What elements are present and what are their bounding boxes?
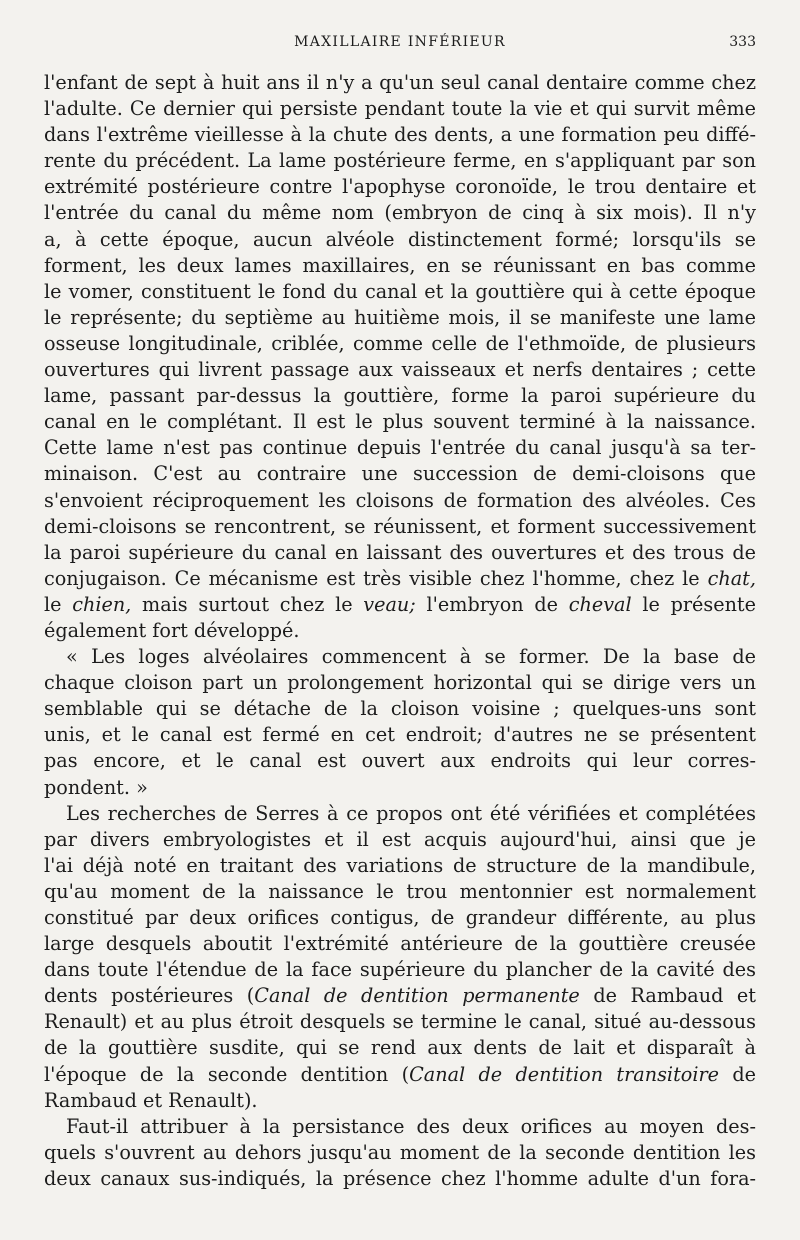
text-line: demi-cloisons se rencontrent, se réunissent, et forment successivement (44, 514, 756, 538)
text-line: deux canaux sus-indiqués, la présence chez l'homme adulte d'un fora- (44, 1166, 756, 1190)
text-line: Rambaud et Renault). (44, 1088, 258, 1112)
text-line: rente du précédent. La lame postérieure ferme, en s'appliquant par son (44, 149, 756, 173)
text-line (44, 566, 756, 592)
text-line: dans toute l'étendue de la face supérieure du plancher de la cavité des (44, 958, 756, 982)
body-text (44, 70, 756, 1192)
text-line (44, 1062, 756, 1088)
text-run: mais surtout chez le (131, 592, 364, 616)
paragraph-3 (44, 801, 756, 1114)
text-line: unis, et le canal est fermé en cet endroit; d'autres ne se présentent (44, 723, 756, 747)
text-line: par divers embryologistes et il est acquis aujourd'hui, ainsi que je (44, 827, 756, 851)
text-line: forment, les deux lames maxillaires, en se réunissant en bas comme (44, 253, 756, 277)
text-run: conjugaison. Ce mécanisme est très visible chez l'homme, chez le (44, 566, 708, 590)
text-line: chaque cloison part un prolongement horizontal qui se dirige vers un (44, 671, 756, 695)
paragraph-4 (44, 1114, 756, 1192)
text-line: semblable qui se détache de la cloison voisine ; quelques-uns sont (44, 697, 756, 721)
text-line: quels s'ouvrent au dehors jusqu'au moment de la seconde dentition les (44, 1140, 756, 1164)
text-line: pas encore, et le canal est ouvert aux endroits qui leur corres- (44, 749, 756, 773)
text-line: s'envoient réciproquement les cloisons de formation des alvéoles. Ces (44, 488, 756, 512)
paragraph-2-quote (44, 644, 756, 801)
italic-term: cheval (568, 592, 632, 616)
text-line: l'enfant de sept à huit ans il n'y a qu'un seul canal dentaire comme chez (44, 71, 756, 94)
text-line: minaison. C'est au contraire une succession de demi-cloisons que (44, 462, 756, 486)
text-run: de Rambaud et (579, 984, 756, 1008)
italic-term: chien, (72, 592, 132, 616)
italic-term: chat, (707, 566, 756, 590)
text-run: l'embryon de (415, 592, 569, 616)
page-header (44, 34, 756, 54)
running-title: MAXILLAIRE INFÉRIEUR (294, 34, 506, 50)
text-line: Cette lame n'est pas continue depuis l'entrée du canal jusqu'à sa ter- (44, 436, 756, 460)
text-line: qu'au moment de la naissance le trou mentonnier est normalement (44, 879, 756, 903)
text-line: l'entrée du canal du même nom (embryon de cinq à six mois). Il n'y (44, 201, 756, 225)
text-line: la paroi supérieure du canal en laissant des ouvertures et des trous de (44, 540, 756, 564)
text-line: « Les loges alvéolaires commencent à se former. De la base de (66, 645, 756, 669)
italic-term: veau; (363, 592, 416, 616)
text-line: Les recherches de Serres à ce propos ont été vérifiées et complétées (66, 801, 756, 825)
text-run: le (44, 592, 73, 616)
text-run: le présente (631, 592, 756, 616)
page-number: 333 (729, 34, 756, 50)
text-line: dans l'extrême vieillesse à la chute des dents, a une formation peu diffé- (44, 123, 756, 147)
text-line: l'adulte. Ce dernier qui persiste pendant toute la vie et qui survit même (44, 97, 756, 121)
text-line: Renault) et au plus étroit desquels se termine le canal, situé au-dessous (44, 1010, 756, 1034)
text-line: canal en le complétant. Il est le plus souvent terminé à la naissance. (44, 410, 756, 434)
text-line: constitué par deux orifices contigus, de grandeur différente, au plus (44, 906, 756, 929)
text-line: lame, passant par-dessus la gouttière, forme la paroi supérieure du (44, 384, 756, 408)
text-line: le vomer, constituent le fond du canal et la gouttière qui à cette époque (44, 279, 756, 303)
text-line: pondent. » (44, 775, 148, 799)
text-line: ouvertures qui livrent passage aux vaisseaux et nerfs dentaires ; cette (44, 358, 756, 382)
italic-term: Canal de dentition transitoire (409, 1062, 719, 1086)
text-run: de (719, 1062, 756, 1086)
text-run: dents postérieures ( (44, 984, 255, 1008)
text-line: Faut-il attribuer à la persistance des deux orifices au moyen des- (66, 1114, 756, 1138)
text-line: l'ai déjà noté en traitant des variations de structure de la mandibule, (44, 853, 756, 877)
paragraph-1 (44, 70, 756, 644)
text-line: extrémité postérieure contre l'apophyse coronoïde, le trou dentaire et (44, 175, 756, 199)
text-line: de la gouttière susdite, qui se rend aux dents de lait et disparaît à (44, 1036, 756, 1060)
text-run: l'époque de la seconde dentition ( (44, 1062, 410, 1086)
text-line (44, 983, 756, 1009)
italic-term: Canal de dentition permanente (254, 984, 580, 1008)
text-line: a, à cette époque, aucun alvéole distinctement formé; lorsqu'ils se (44, 227, 756, 251)
text-line: large desquels aboutit l'extrémité antérieure de la gouttière creusée (44, 932, 756, 956)
text-line: également fort développé. (44, 618, 300, 642)
text-line: le représente; du septième au huitième mois, il se manifeste une lame (44, 305, 756, 329)
text-line: osseuse longitudinale, criblée, comme celle de l'ethmoïde, de plusieurs (44, 331, 756, 355)
text-line (44, 592, 756, 618)
